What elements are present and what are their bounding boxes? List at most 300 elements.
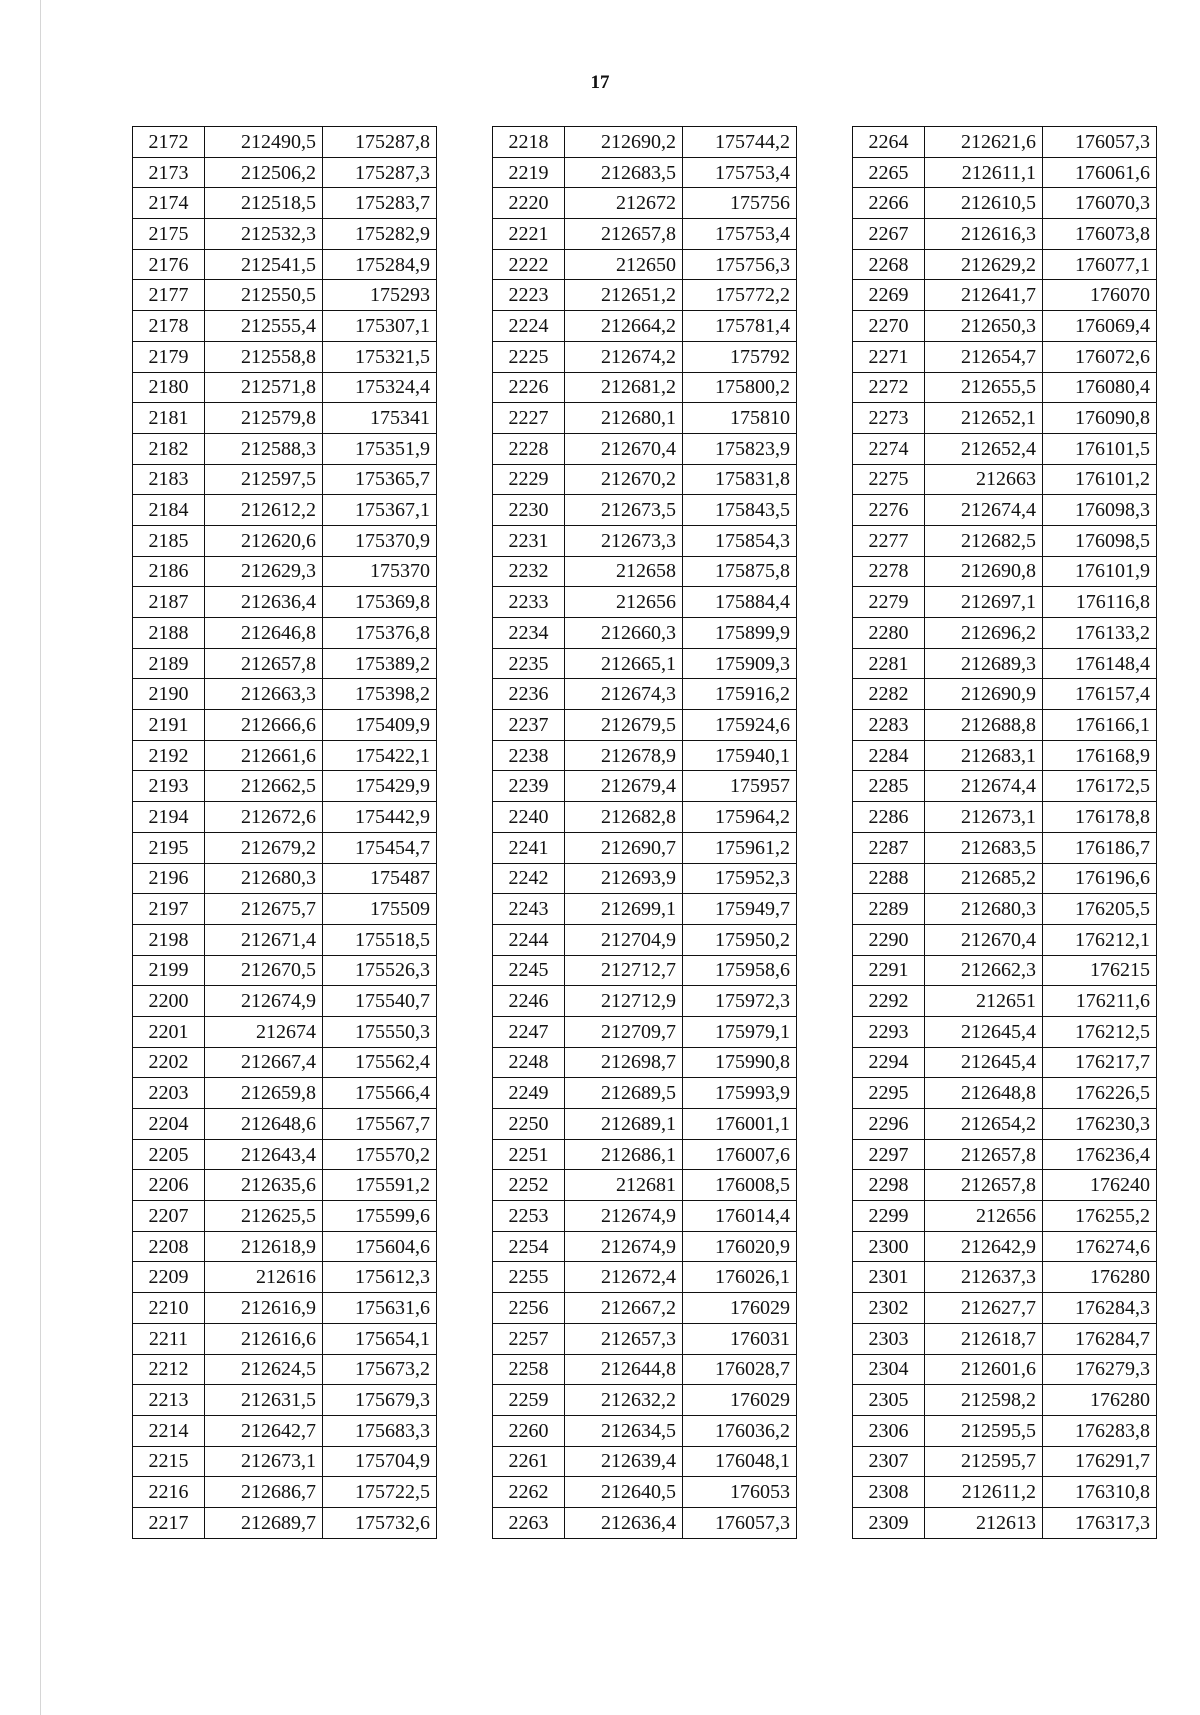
table-row (493, 955, 797, 986)
x-coordinate-cell: 212670,5 (205, 955, 323, 986)
x-coordinate-cell: 212601,6 (925, 1354, 1043, 1385)
point-number-cell: 2204 (133, 1109, 205, 1140)
table-row (493, 1047, 797, 1078)
y-coordinate-cell: 176101,9 (1043, 556, 1157, 587)
table-row (133, 587, 437, 618)
table-row (853, 955, 1157, 986)
x-coordinate-cell: 212672,4 (565, 1262, 683, 1293)
x-coordinate-cell: 212679,2 (205, 832, 323, 863)
point-number-cell: 2192 (133, 740, 205, 771)
point-number-cell: 2199 (133, 955, 205, 986)
x-coordinate-cell: 212571,8 (205, 372, 323, 403)
y-coordinate-cell: 175370 (323, 556, 437, 587)
x-coordinate-cell: 212670,2 (565, 464, 683, 495)
point-number-cell: 2193 (133, 771, 205, 802)
x-coordinate-cell: 212618,9 (205, 1231, 323, 1262)
x-coordinate-cell: 212656 (925, 1201, 1043, 1232)
x-coordinate-cell: 212673,1 (205, 1446, 323, 1477)
x-coordinate-cell: 212646,8 (205, 618, 323, 649)
point-number-cell: 2201 (133, 1016, 205, 1047)
y-coordinate-cell: 176077,1 (1043, 249, 1157, 280)
x-coordinate-cell: 212621,6 (925, 127, 1043, 158)
point-number-cell: 2288 (853, 863, 925, 894)
point-number-cell: 2228 (493, 433, 565, 464)
point-number-cell: 2232 (493, 556, 565, 587)
point-number-cell: 2251 (493, 1139, 565, 1170)
table-row (853, 1507, 1157, 1538)
table-row (133, 832, 437, 863)
y-coordinate-cell: 175961,2 (683, 832, 797, 863)
y-coordinate-cell: 175990,8 (683, 1047, 797, 1078)
table-row (493, 679, 797, 710)
table-row (853, 1262, 1157, 1293)
table-row (133, 1016, 437, 1047)
point-number-cell: 2207 (133, 1201, 205, 1232)
y-coordinate-cell: 175324,4 (323, 372, 437, 403)
table-row (493, 433, 797, 464)
x-coordinate-cell: 212655,5 (925, 372, 1043, 403)
table-row (133, 1507, 437, 1538)
point-number-cell: 2186 (133, 556, 205, 587)
point-number-cell: 2259 (493, 1385, 565, 1416)
y-coordinate-cell: 175365,7 (323, 464, 437, 495)
table-row (853, 832, 1157, 863)
y-coordinate-cell: 176168,9 (1043, 740, 1157, 771)
y-coordinate-cell: 175287,8 (323, 127, 437, 158)
y-coordinate-cell: 175518,5 (323, 924, 437, 955)
table-row (853, 1354, 1157, 1385)
y-coordinate-cell: 175950,2 (683, 924, 797, 955)
y-coordinate-cell: 176283,8 (1043, 1415, 1157, 1446)
x-coordinate-cell: 212645,4 (925, 1047, 1043, 1078)
y-coordinate-cell: 176101,2 (1043, 464, 1157, 495)
table-row (133, 740, 437, 771)
y-coordinate-cell: 176279,3 (1043, 1354, 1157, 1385)
point-number-cell: 2275 (853, 464, 925, 495)
point-number-cell: 2261 (493, 1446, 565, 1477)
table-row (493, 556, 797, 587)
table-row (853, 372, 1157, 403)
point-number-cell: 2230 (493, 495, 565, 526)
y-coordinate-cell: 176236,4 (1043, 1139, 1157, 1170)
y-coordinate-cell: 175550,3 (323, 1016, 437, 1047)
point-number-cell: 2190 (133, 679, 205, 710)
x-coordinate-cell: 212680,3 (205, 863, 323, 894)
x-coordinate-cell: 212664,2 (565, 311, 683, 342)
point-number-cell: 2282 (853, 679, 925, 710)
x-coordinate-cell: 212667,2 (565, 1293, 683, 1324)
x-coordinate-cell: 212683,5 (925, 832, 1043, 863)
point-number-cell: 2277 (853, 525, 925, 556)
x-coordinate-cell: 212682,8 (565, 802, 683, 833)
point-number-cell: 2215 (133, 1446, 205, 1477)
point-number-cell: 2243 (493, 894, 565, 925)
point-number-cell: 2280 (853, 618, 925, 649)
x-coordinate-cell: 212644,8 (565, 1354, 683, 1385)
point-number-cell: 2294 (853, 1047, 925, 1078)
table-row (853, 1477, 1157, 1508)
x-coordinate-cell: 212686,7 (205, 1477, 323, 1508)
x-coordinate-cell: 212666,6 (205, 710, 323, 741)
x-coordinate-cell: 212642,9 (925, 1231, 1043, 1262)
x-coordinate-cell: 212610,5 (925, 188, 1043, 219)
x-coordinate-cell: 212674,2 (565, 341, 683, 372)
table-row (853, 771, 1157, 802)
point-number-cell: 2263 (493, 1507, 565, 1538)
point-number-cell: 2197 (133, 894, 205, 925)
y-coordinate-cell: 175599,6 (323, 1201, 437, 1232)
y-coordinate-cell: 175979,1 (683, 1016, 797, 1047)
x-coordinate-cell: 212704,9 (565, 924, 683, 955)
table-row (853, 1293, 1157, 1324)
table-row (133, 433, 437, 464)
y-coordinate-cell: 175964,2 (683, 802, 797, 833)
y-coordinate-cell: 176007,6 (683, 1139, 797, 1170)
y-coordinate-cell: 176098,5 (1043, 525, 1157, 556)
y-coordinate-cell: 175781,4 (683, 311, 797, 342)
x-coordinate-cell: 212629,2 (925, 249, 1043, 280)
y-coordinate-cell: 175875,8 (683, 556, 797, 587)
point-number-cell: 2241 (493, 832, 565, 863)
x-coordinate-cell: 212670,4 (565, 433, 683, 464)
y-coordinate-cell: 175673,2 (323, 1354, 437, 1385)
point-number-cell: 2203 (133, 1078, 205, 1109)
table-row (493, 1078, 797, 1109)
point-number-cell: 2285 (853, 771, 925, 802)
y-coordinate-cell: 175949,7 (683, 894, 797, 925)
table-row (853, 587, 1157, 618)
y-coordinate-cell: 175732,6 (323, 1507, 437, 1538)
table-row (493, 986, 797, 1017)
point-number-cell: 2298 (853, 1170, 925, 1201)
table-row (493, 648, 797, 679)
y-coordinate-cell: 176240 (1043, 1170, 1157, 1201)
y-coordinate-cell: 175800,2 (683, 372, 797, 403)
y-coordinate-cell: 176148,4 (1043, 648, 1157, 679)
y-coordinate-cell: 175429,9 (323, 771, 437, 802)
x-coordinate-cell: 212652,1 (925, 403, 1043, 434)
table-row (133, 1231, 437, 1262)
point-number-cell: 2290 (853, 924, 925, 955)
x-coordinate-cell: 212612,2 (205, 495, 323, 526)
point-number-cell: 2273 (853, 403, 925, 434)
y-coordinate-cell: 176284,7 (1043, 1323, 1157, 1354)
y-coordinate-cell: 176090,8 (1043, 403, 1157, 434)
x-coordinate-cell: 212689,1 (565, 1109, 683, 1140)
point-number-cell: 2212 (133, 1354, 205, 1385)
table-row (133, 219, 437, 250)
y-coordinate-cell: 175526,3 (323, 955, 437, 986)
table-row (853, 1047, 1157, 1078)
point-number-cell: 2278 (853, 556, 925, 587)
point-number-cell: 2242 (493, 863, 565, 894)
y-coordinate-cell: 176186,7 (1043, 832, 1157, 863)
x-coordinate-cell: 212613 (925, 1507, 1043, 1538)
y-coordinate-cell: 176020,9 (683, 1231, 797, 1262)
table-row (853, 710, 1157, 741)
point-number-cell: 2292 (853, 986, 925, 1017)
y-coordinate-cell: 176172,5 (1043, 771, 1157, 802)
table-row (133, 1354, 437, 1385)
point-number-cell: 2227 (493, 403, 565, 434)
point-number-cell: 2267 (853, 219, 925, 250)
y-coordinate-cell: 175792 (683, 341, 797, 372)
x-coordinate-cell: 212698,7 (565, 1047, 683, 1078)
point-number-cell: 2296 (853, 1109, 925, 1140)
point-number-cell: 2181 (133, 403, 205, 434)
table-row (853, 127, 1157, 158)
y-coordinate-cell: 175283,7 (323, 188, 437, 219)
point-number-cell: 2188 (133, 618, 205, 649)
table-row (133, 157, 437, 188)
table-row (133, 648, 437, 679)
y-coordinate-cell: 175307,1 (323, 311, 437, 342)
y-coordinate-cell: 175341 (323, 403, 437, 434)
y-coordinate-cell: 176073,8 (1043, 219, 1157, 250)
table-row (133, 495, 437, 526)
y-coordinate-cell: 175566,4 (323, 1078, 437, 1109)
x-coordinate-cell: 212558,8 (205, 341, 323, 372)
point-number-cell: 2257 (493, 1323, 565, 1354)
point-number-cell: 2270 (853, 311, 925, 342)
y-coordinate-cell: 175398,2 (323, 679, 437, 710)
y-coordinate-cell: 175562,4 (323, 1047, 437, 1078)
table-row (493, 1507, 797, 1538)
table-row (493, 1385, 797, 1416)
table-row (853, 157, 1157, 188)
x-coordinate-cell: 212643,4 (205, 1139, 323, 1170)
point-number-cell: 2198 (133, 924, 205, 955)
x-coordinate-cell: 212618,7 (925, 1323, 1043, 1354)
point-number-cell: 2173 (133, 157, 205, 188)
page-number: 17 (590, 72, 610, 93)
point-number-cell: 2258 (493, 1354, 565, 1385)
y-coordinate-cell: 175509 (323, 894, 437, 925)
table-row (493, 341, 797, 372)
y-coordinate-cell: 175570,2 (323, 1139, 437, 1170)
table-row (493, 1323, 797, 1354)
point-number-cell: 2240 (493, 802, 565, 833)
x-coordinate-cell: 212660,3 (565, 618, 683, 649)
table-row (853, 311, 1157, 342)
y-coordinate-cell: 175370,9 (323, 525, 437, 556)
y-coordinate-cell: 175367,1 (323, 495, 437, 526)
y-coordinate-cell: 176280 (1043, 1262, 1157, 1293)
x-coordinate-cell: 212616,3 (925, 219, 1043, 250)
y-coordinate-cell: 175744,2 (683, 127, 797, 158)
x-coordinate-cell: 212611,2 (925, 1477, 1043, 1508)
table-row (493, 1446, 797, 1477)
point-number-cell: 2265 (853, 157, 925, 188)
point-number-cell: 2219 (493, 157, 565, 188)
x-coordinate-cell: 212636,4 (205, 587, 323, 618)
y-coordinate-cell: 175282,9 (323, 219, 437, 250)
y-coordinate-cell: 176274,6 (1043, 1231, 1157, 1262)
table-row (133, 1446, 437, 1477)
y-coordinate-cell: 175604,6 (323, 1231, 437, 1262)
y-coordinate-cell: 176080,4 (1043, 372, 1157, 403)
table-row (853, 1231, 1157, 1262)
x-coordinate-cell: 212681 (565, 1170, 683, 1201)
y-coordinate-cell: 175704,9 (323, 1446, 437, 1477)
table-row (493, 1170, 797, 1201)
x-coordinate-cell: 212661,6 (205, 740, 323, 771)
table-row (493, 894, 797, 925)
y-coordinate-cell: 176057,3 (1043, 127, 1157, 158)
table-row (493, 1354, 797, 1385)
table-row (853, 495, 1157, 526)
table-row (493, 1415, 797, 1446)
point-number-cell: 2195 (133, 832, 205, 863)
x-coordinate-cell: 212674,4 (925, 495, 1043, 526)
x-coordinate-cell: 212645,4 (925, 1016, 1043, 1047)
y-coordinate-cell: 176178,8 (1043, 802, 1157, 833)
x-coordinate-cell: 212656 (565, 587, 683, 618)
table-row (133, 986, 437, 1017)
x-coordinate-cell: 212697,1 (925, 587, 1043, 618)
point-number-cell: 2281 (853, 648, 925, 679)
x-coordinate-cell: 212595,5 (925, 1415, 1043, 1446)
table-row (133, 127, 437, 158)
point-number-cell: 2211 (133, 1323, 205, 1354)
table-row (853, 188, 1157, 219)
y-coordinate-cell: 175854,3 (683, 525, 797, 556)
x-coordinate-cell: 212631,5 (205, 1385, 323, 1416)
x-coordinate-cell: 212657,8 (925, 1170, 1043, 1201)
table-row (853, 219, 1157, 250)
table-row (493, 372, 797, 403)
table-row (493, 127, 797, 158)
y-coordinate-cell: 175753,4 (683, 157, 797, 188)
y-coordinate-cell: 175389,2 (323, 648, 437, 679)
table-row (853, 1016, 1157, 1047)
point-number-cell: 2234 (493, 618, 565, 649)
point-number-cell: 2178 (133, 311, 205, 342)
table-row (493, 157, 797, 188)
x-coordinate-cell: 212690,7 (565, 832, 683, 863)
x-coordinate-cell: 212674,9 (565, 1201, 683, 1232)
x-coordinate-cell: 212641,7 (925, 280, 1043, 311)
y-coordinate-cell: 176212,5 (1043, 1016, 1157, 1047)
point-number-cell: 2223 (493, 280, 565, 311)
x-coordinate-cell: 212674,9 (205, 986, 323, 1017)
table-row (493, 802, 797, 833)
y-coordinate-cell: 175972,3 (683, 986, 797, 1017)
x-coordinate-cell: 212672 (565, 188, 683, 219)
point-number-cell: 2302 (853, 1293, 925, 1324)
point-number-cell: 2254 (493, 1231, 565, 1262)
x-coordinate-cell: 212642,7 (205, 1415, 323, 1446)
table-row (853, 1415, 1157, 1446)
point-number-cell: 2216 (133, 1477, 205, 1508)
x-coordinate-cell: 212674 (205, 1016, 323, 1047)
table-row (133, 556, 437, 587)
point-number-cell: 2172 (133, 127, 205, 158)
y-coordinate-cell: 175679,3 (323, 1385, 437, 1416)
x-coordinate-cell: 212673,5 (565, 495, 683, 526)
point-number-cell: 2180 (133, 372, 205, 403)
y-coordinate-cell: 176284,3 (1043, 1293, 1157, 1324)
coordinate-table-3 (852, 126, 1157, 1539)
table-row (493, 188, 797, 219)
y-coordinate-cell: 176069,4 (1043, 311, 1157, 342)
y-coordinate-cell: 175631,6 (323, 1293, 437, 1324)
x-coordinate-cell: 212690,8 (925, 556, 1043, 587)
table-row (853, 464, 1157, 495)
x-coordinate-cell: 212597,5 (205, 464, 323, 495)
y-coordinate-cell: 175993,9 (683, 1078, 797, 1109)
table-row (853, 1201, 1157, 1232)
x-coordinate-cell: 212616,9 (205, 1293, 323, 1324)
point-number-cell: 2239 (493, 771, 565, 802)
x-coordinate-cell: 212654,7 (925, 341, 1043, 372)
point-number-cell: 2221 (493, 219, 565, 250)
x-coordinate-cell: 212690,9 (925, 679, 1043, 710)
point-number-cell: 2271 (853, 341, 925, 372)
table-row (133, 1201, 437, 1232)
table-row (853, 341, 1157, 372)
point-number-cell: 2209 (133, 1262, 205, 1293)
point-number-cell: 2306 (853, 1415, 925, 1446)
y-coordinate-cell: 175772,2 (683, 280, 797, 311)
coordinate-table-2 (492, 126, 797, 1539)
point-number-cell: 2187 (133, 587, 205, 618)
table-row (493, 832, 797, 863)
x-coordinate-cell: 212663 (925, 464, 1043, 495)
y-coordinate-cell: 175683,3 (323, 1415, 437, 1446)
table-row (493, 249, 797, 280)
x-coordinate-cell: 212680,1 (565, 403, 683, 434)
x-coordinate-cell: 212679,4 (565, 771, 683, 802)
y-coordinate-cell: 175940,1 (683, 740, 797, 771)
point-number-cell: 2237 (493, 710, 565, 741)
table-row (133, 1262, 437, 1293)
table-row (133, 679, 437, 710)
point-number-cell: 2250 (493, 1109, 565, 1140)
x-coordinate-cell: 212639,4 (565, 1446, 683, 1477)
y-coordinate-cell: 175409,9 (323, 710, 437, 741)
point-number-cell: 2247 (493, 1016, 565, 1047)
x-coordinate-cell: 212674,3 (565, 679, 683, 710)
point-number-cell: 2183 (133, 464, 205, 495)
point-number-cell: 2174 (133, 188, 205, 219)
y-coordinate-cell: 176072,6 (1043, 341, 1157, 372)
table-row (133, 710, 437, 741)
point-number-cell: 2253 (493, 1201, 565, 1232)
point-number-cell: 2246 (493, 986, 565, 1017)
table-row (133, 924, 437, 955)
point-number-cell: 2252 (493, 1170, 565, 1201)
point-number-cell: 2222 (493, 249, 565, 280)
y-coordinate-cell: 176029 (683, 1293, 797, 1324)
point-number-cell: 2309 (853, 1507, 925, 1538)
point-number-cell: 2295 (853, 1078, 925, 1109)
y-coordinate-cell: 176061,6 (1043, 157, 1157, 188)
y-coordinate-cell: 176217,7 (1043, 1047, 1157, 1078)
point-number-cell: 2177 (133, 280, 205, 311)
x-coordinate-cell: 212595,7 (925, 1446, 1043, 1477)
point-number-cell: 2266 (853, 188, 925, 219)
point-number-cell: 2268 (853, 249, 925, 280)
y-coordinate-cell: 175958,6 (683, 955, 797, 986)
table-row (493, 587, 797, 618)
table-row (133, 1323, 437, 1354)
x-coordinate-cell: 212696,2 (925, 618, 1043, 649)
table-row (853, 894, 1157, 925)
point-number-cell: 2205 (133, 1139, 205, 1170)
x-coordinate-cell: 212651 (925, 986, 1043, 1017)
y-coordinate-cell: 176070,3 (1043, 188, 1157, 219)
